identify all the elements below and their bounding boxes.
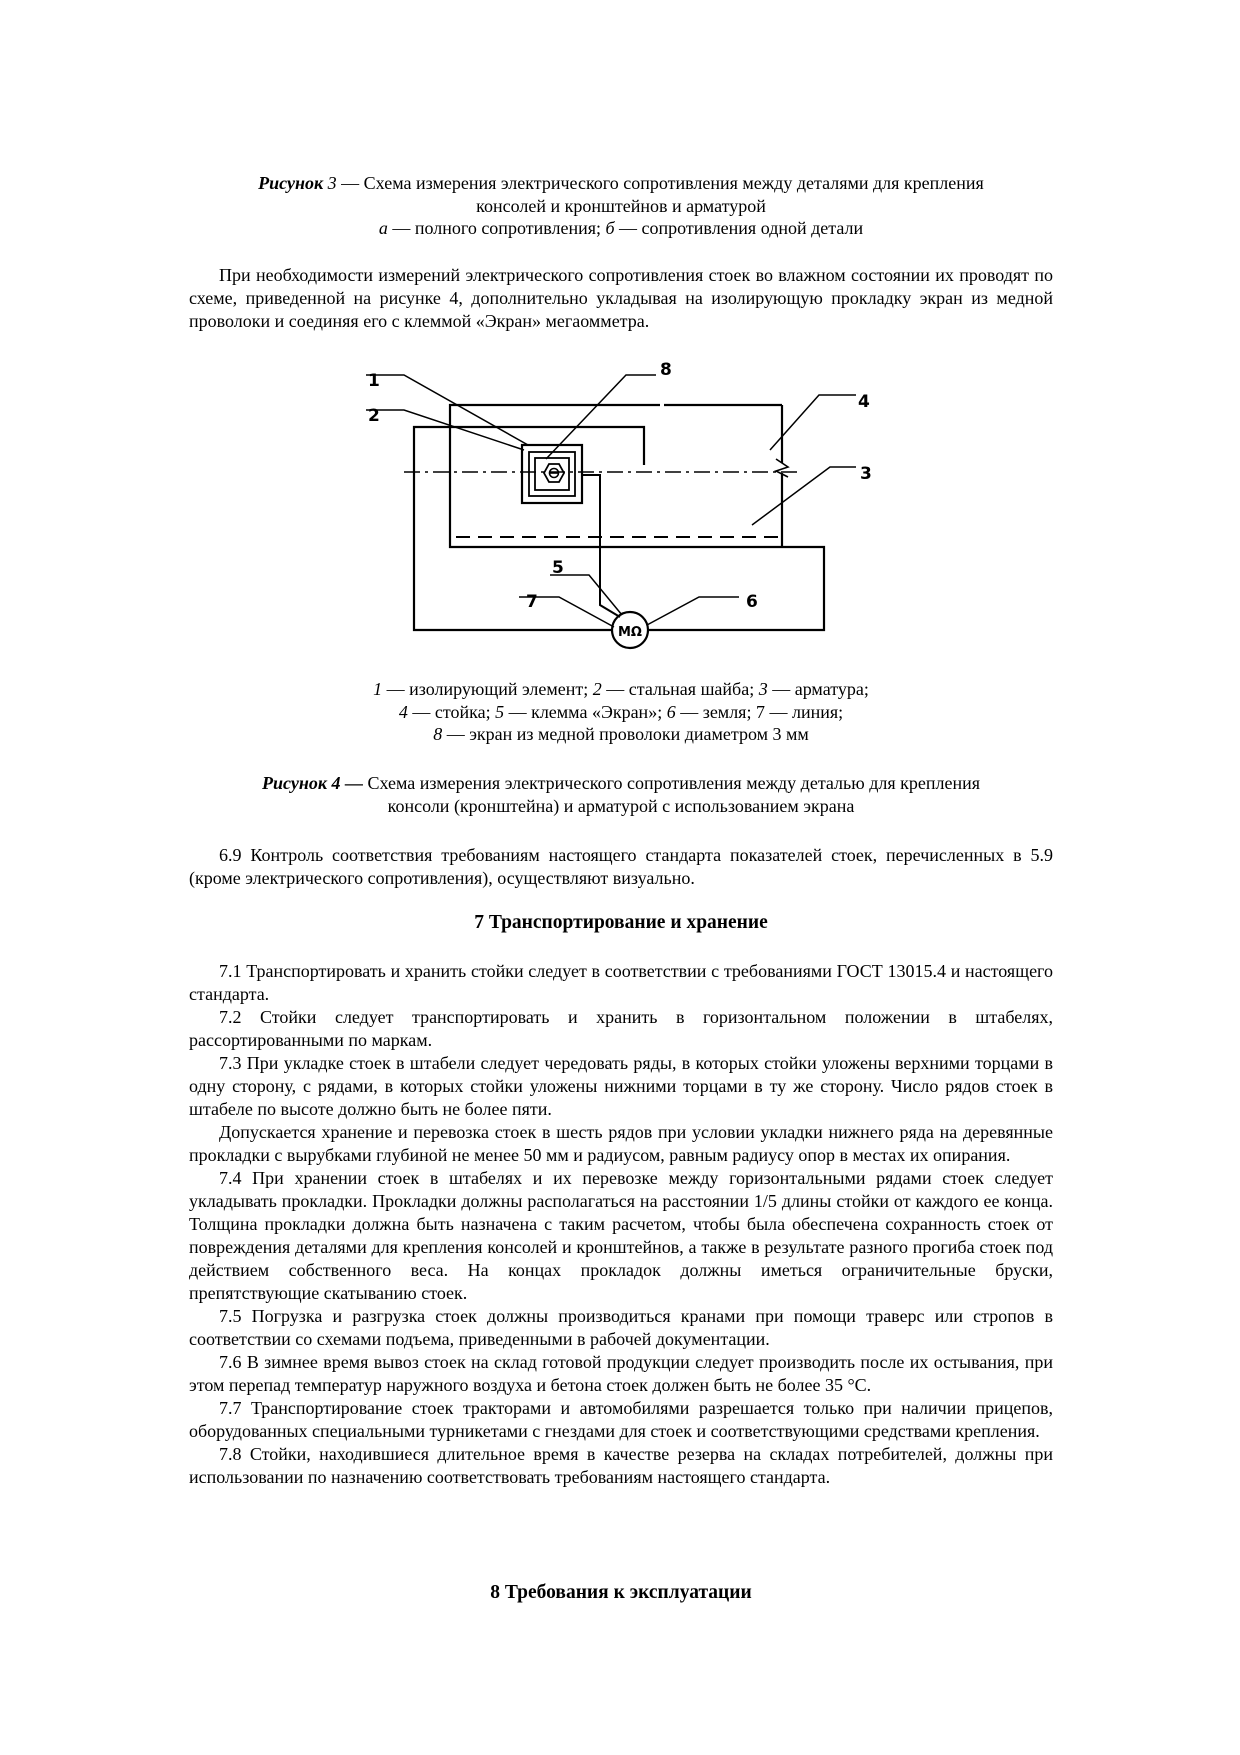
diagram-label-8: 8	[660, 360, 672, 380]
legend-4-text: — стойка;	[407, 701, 496, 722]
leader-6	[647, 597, 739, 625]
paragraph-7-3-allowance: Допускается хранение и перевозка стоек в шесть рядов при условии укладки нижнего ряда на деревянные прокладки с вырубками глубиной не менее 50 мм и радиусом, равным радиусу опор в местах их опирания.	[189, 1122, 1053, 1165]
figure-3-title-line2: консолей и кронштейнов и арматурой	[476, 195, 766, 216]
paragraph-6-9: 6.9 Контроль соответствия требованиям настоящего стандарта показателей стоек, перечисленных в 5.9 (кроме электрического сопротивления), осуществляют визуально.	[189, 845, 1053, 888]
legend-2-num: 2	[592, 679, 602, 699]
section-7-heading: 7 Транспортирование и хранение	[474, 912, 768, 933]
figure-4-title-line2: консоли (кронштейна) и арматурой с использованием экрана	[387, 795, 855, 816]
legend-5-num: 5	[495, 701, 505, 722]
legend-2-text: — стальная шайба;	[601, 679, 759, 699]
paragraph-7-2: 7.2 Стойки следует транспортировать и хранить в горизонтальном положении в штабелях, рассортированными по маркам.	[189, 1007, 1053, 1050]
diagram-label-4: 4	[858, 392, 870, 412]
legend-8-num: 8	[433, 724, 443, 744]
intro-paragraph-block	[189, 264, 1053, 333]
paragraph-6-9-block	[189, 844, 1053, 890]
leader-3	[752, 467, 856, 525]
figure-4-legend	[189, 678, 1053, 746]
figure-4-diagram	[364, 355, 884, 655]
diagram-label-3: 3	[860, 464, 872, 484]
circuit-diagram	[364, 355, 884, 655]
paragraph-7-7: 7.7 Транспортирование стоек тракторами и автомобилями разрешается только при наличии прицепов, оборудованных специальными турникетами с гнездами для стоек и соответствующими средствами крепления.	[189, 1398, 1053, 1441]
legend-3-text: — арматура;	[767, 679, 869, 699]
leader-5	[550, 575, 622, 615]
figure-4-caption	[189, 772, 1053, 817]
paragraph-7-3: 7.3 При укладке стоек в штабели следует чередовать ряды, в которых стойки уложены верхними торцами в одну сторону, с рядами, в которых стойки уложены нижними торцами в ту же сторону. Число рядов стоек в штабеле по высоте должно быть не более пяти.	[189, 1053, 1053, 1119]
figure-3-caption	[189, 172, 1053, 240]
legend-6-num: 6	[666, 701, 676, 722]
figure-3-number: 3	[327, 173, 337, 193]
subfigure-a-label: а	[378, 218, 388, 238]
diagram-label-6: 6	[746, 592, 758, 612]
paragraph-7-4: 7.4 При хранении стоек в штабелях и их перевозке между горизонтальными рядами стоек следует укладывать прокладки. Прокладки должны располагаться на расстоянии 1/5 длины стойки от каждого ее конца. Толщина прокладки должна быть назначена с таким расчетом, чтобы была обеспечена сохранность стоек от повреждения деталями для крепления консолей и кронштейнов, а также в результате разного прогиба стоек под действием собственного веса. На концах прокладок должны иметься ограничительные бруски, препятствующие скатыванию стоек.	[189, 1168, 1053, 1303]
legend-1-text: — изолирующий элемент;	[382, 679, 593, 699]
leader-8	[546, 375, 656, 459]
legend-1-num: 1	[373, 679, 383, 699]
subfigure-b-text: — сопротивления одной детали	[614, 218, 864, 238]
legend-6-text: — земля; 7 — линия;	[675, 701, 844, 722]
subfigure-a-text: — полного сопротивления;	[387, 218, 606, 238]
paragraph-7-5: 7.5 Погрузка и разгрузка стоек должны производиться кранами при помощи траверс или стропов в соответствии со схемами подъема, приведенными в рабочей документации.	[189, 1306, 1053, 1349]
figure-3-title-line1: — Схема измерения электрического сопротивления между деталями для крепления	[336, 173, 984, 193]
diagram-label-2: 2	[368, 406, 380, 426]
legend-4-num: 4	[398, 701, 408, 722]
figure-4-label: Рисунок 4 —	[262, 773, 363, 793]
section-7-body	[189, 960, 1053, 1489]
subfigure-b-label: б	[605, 218, 615, 238]
megohmmeter-symbol: МΩ	[618, 625, 642, 640]
figure-4-title-line1: Схема измерения электрического сопротивления между деталью для крепления	[362, 773, 980, 793]
diagram-label-1: 1	[368, 371, 380, 391]
legend-8-text: — экран из медной проволоки диаметром 3 мм	[442, 724, 809, 744]
legend-3-num: 3	[758, 679, 768, 699]
paragraph-7-1: 7.1 Транспортировать и хранить стойки следует в соответствии с требованиями ГОСТ 13015.4 и настоящего стандарта.	[189, 961, 1053, 1004]
figure-3-label: Рисунок	[258, 173, 324, 193]
diagram-label-5: 5	[552, 558, 564, 578]
circuit-right-loop	[647, 547, 824, 630]
section-8-heading: 8 Требования к эксплуатации	[490, 1582, 752, 1603]
diagram-label-7: 7	[526, 592, 538, 612]
intro-paragraph: При необходимости измерений электрического сопротивления стоек во влажном состоянии их проводят по схеме, приведенной на рисунке 4, дополнительно укладывая на изолирующую прокладку экран из медной проволоки и соединяя его с клеммой «Экран» мегаомметра.	[189, 265, 1053, 331]
paragraph-7-6: 7.6 В зимнее время вывоз стоек на склад готовой продукции следует производить после их остывания, при этом перепад температур наружного воздуха и бетона стоек должен быть не более 35 °С.	[189, 1352, 1053, 1395]
paragraph-7-8: 7.8 Стойки, находившиеся длительное время в качестве резерва на складах потребителей, должны при использовании по назначению соответствовать требованиям настоящего стандарта.	[189, 1444, 1053, 1487]
legend-5-text: — клемма «Экран»;	[504, 701, 667, 722]
